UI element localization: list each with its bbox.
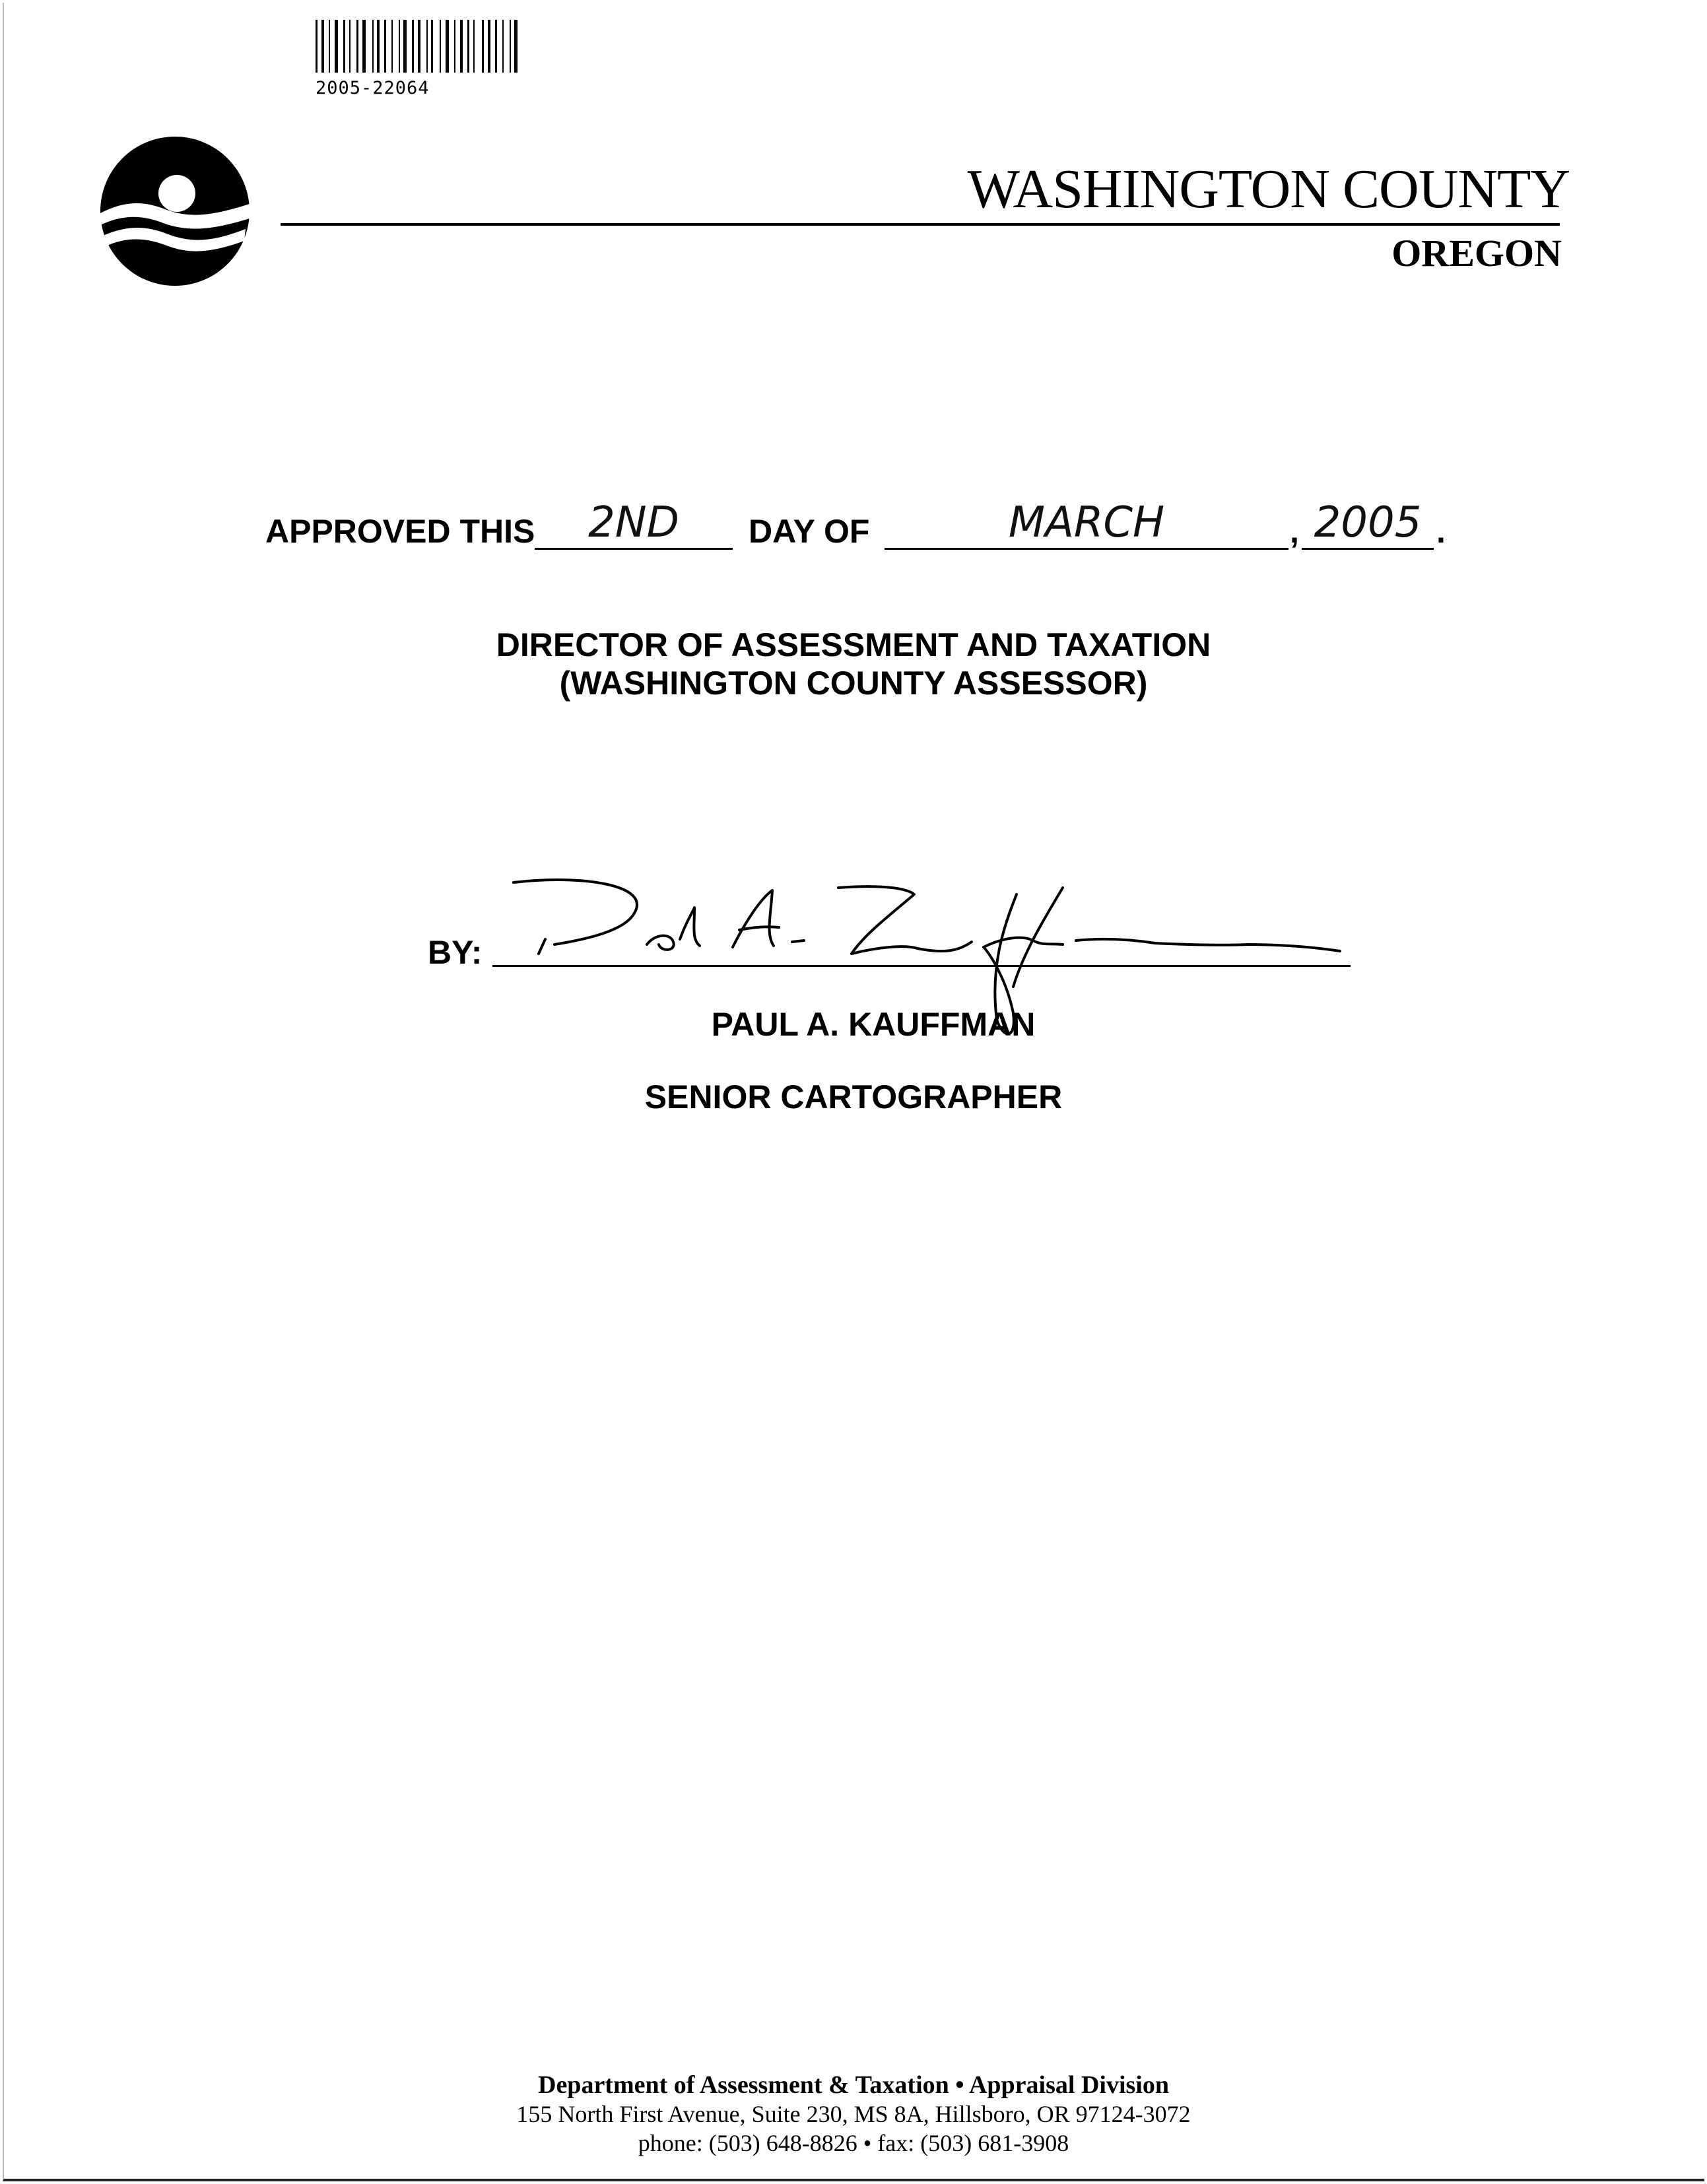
approval-line (265, 498, 1454, 574)
footer (0, 2070, 1707, 2158)
state-name: OREGON (1391, 232, 1562, 275)
by-label: BY: (428, 934, 483, 971)
header-rule (281, 223, 1560, 226)
date-comma: , (1290, 513, 1299, 550)
director-line-1: DIRECTOR OF ASSESSMENT AND TAXATION (496, 626, 1211, 663)
signer-title: SENIOR CARTOGRAPHER (644, 1078, 1063, 1115)
footer-contact: phone: (503) 648-8826 • fax: (503) 681-3908 (638, 2130, 1069, 2156)
month-field: MARCH (885, 503, 1289, 550)
director-line-2: (WASHINGTON COUNTY ASSESSOR) (559, 665, 1148, 702)
signer-name: PAUL A. KAUFFMAN (711, 1006, 1036, 1043)
barcode-number: 2005-22064 (316, 78, 430, 98)
year-field: 2005 (1302, 503, 1434, 550)
day-of-label: DAY OF (749, 513, 870, 550)
day-field: 2ND (535, 503, 733, 550)
footer-address: 155 North First Avenue, Suite 230, MS 8A, Hillsboro, OR 97124-3072 (516, 2101, 1191, 2127)
barcode (316, 20, 614, 82)
approved-this-label: APPROVED THIS (265, 513, 535, 550)
footer-department: Department of Assessment & Taxation • Appraisal Division (538, 2071, 1169, 2099)
director-title (0, 626, 1707, 702)
county-name: WASHINGTON COUNTY (967, 158, 1570, 220)
county-logo-icon (99, 135, 251, 287)
date-period: . (1436, 513, 1446, 550)
